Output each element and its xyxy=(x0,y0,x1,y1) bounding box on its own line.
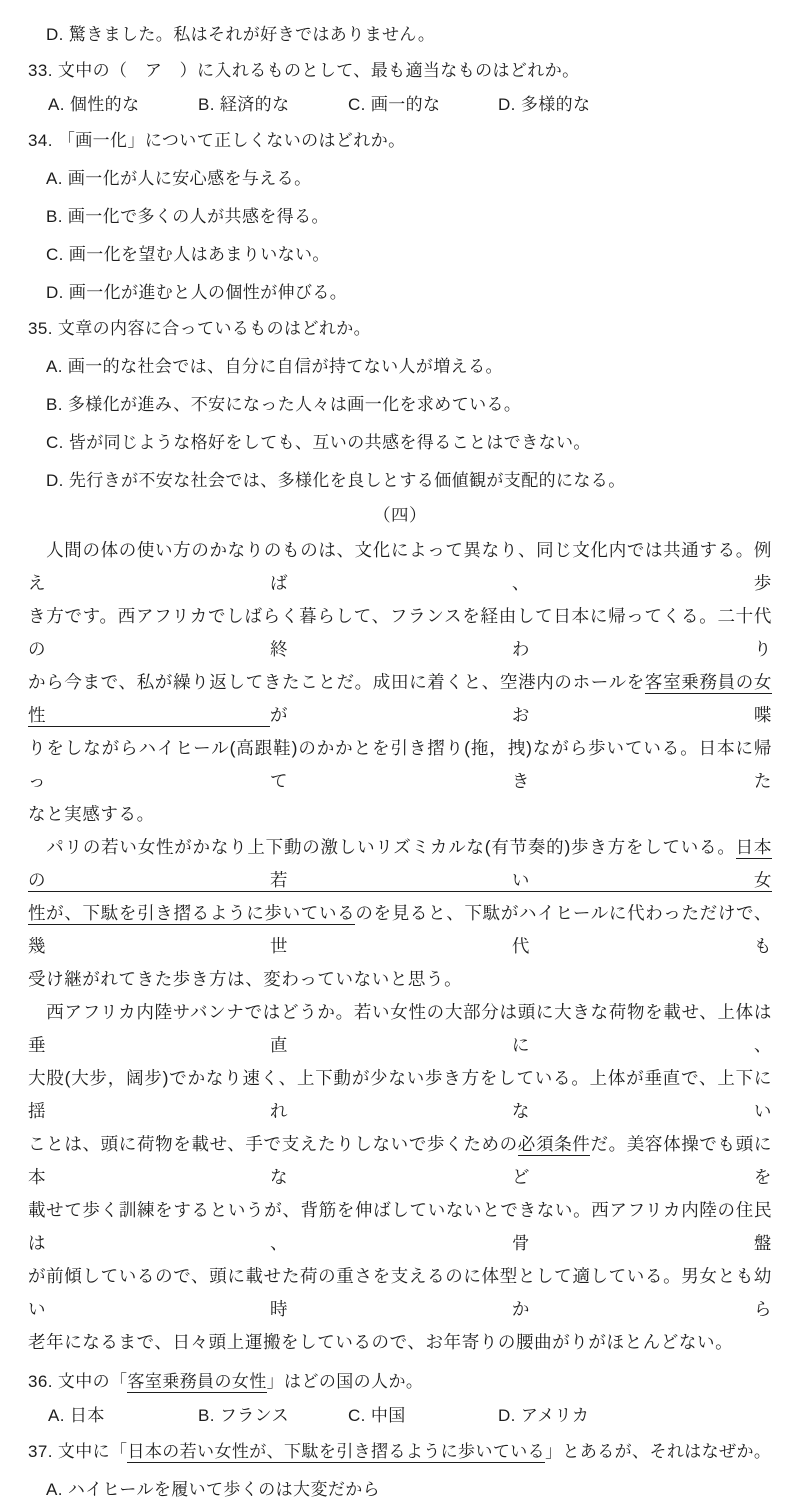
question-text: 文章の内容に合っているものはどれか。 xyxy=(57,319,372,338)
option-C xyxy=(348,1401,498,1431)
section-heading: （四） xyxy=(373,505,427,525)
passage-text: 西アフリカ内陸サバンナではどうか。若い女性の大部分は頭に大きな荷物を載せ、上体は垂直に、 xyxy=(28,1002,772,1055)
option-label: D. xyxy=(46,283,64,302)
passage-line xyxy=(28,963,772,996)
option-text: 画一化を望む人はあまりいない。 xyxy=(68,245,330,264)
option-B xyxy=(46,202,772,232)
option-text: 画一化で多くの人が共感を得る。 xyxy=(67,207,329,226)
passage-line xyxy=(28,1326,772,1359)
option-D xyxy=(46,466,772,496)
option-A xyxy=(48,1401,198,1431)
passage-text: 老年になるまで、日々頭上運搬をしているので、お年寄りの腰曲がりがほとんどない。 xyxy=(28,1332,734,1352)
option-label: D. xyxy=(46,471,64,490)
option-text: 皆が同じような格好をしても、互いの共感を得ることはできない。 xyxy=(68,433,591,452)
passage-line xyxy=(28,732,772,798)
underlined-phrase: 日本の若い女 xyxy=(28,837,772,890)
passage-text: 人間の体の使い方のかなりのものは、文化によって異なり、同じ文化内では共通する。例えば、歩 xyxy=(28,540,772,593)
option-C xyxy=(348,90,498,120)
question-37 xyxy=(28,1437,772,1467)
passage-line xyxy=(28,897,772,963)
passage-text: がお喋 xyxy=(269,705,772,725)
option-B xyxy=(198,90,348,120)
option-label: B. xyxy=(198,95,215,114)
option-C xyxy=(46,240,772,270)
question-34 xyxy=(28,126,772,156)
option-label: C. xyxy=(348,1406,366,1425)
passage-line xyxy=(28,534,772,600)
passage-line xyxy=(28,996,772,1062)
options-row xyxy=(48,1401,772,1431)
question-text: 文中に「 xyxy=(57,1442,128,1461)
option-B xyxy=(198,1401,348,1431)
option-A xyxy=(48,90,198,120)
question-33 xyxy=(28,56,772,86)
passage-text: だ。美容体操でも頭に本などを xyxy=(28,1134,772,1187)
option-label: A. xyxy=(46,357,63,376)
option-D xyxy=(498,1401,589,1431)
option-C xyxy=(46,428,772,458)
underlined-phrase: 必須条件 xyxy=(517,1134,591,1154)
passage-line xyxy=(28,1194,772,1260)
orphan-option-row xyxy=(46,20,772,50)
passage-text: りをしながらハイヒール(高跟鞋)のかかとを引き摺り(拖，拽)ながら歩いている。日本に帰ってきた xyxy=(28,738,772,791)
option-text: 画一化が人に安心感を与える。 xyxy=(67,169,312,188)
question-number: 34. xyxy=(28,131,53,150)
underlined-phrase: 性が、下駄を引き摺るように歩いている xyxy=(28,903,356,923)
option-text: 日本 xyxy=(69,1406,105,1425)
reading-passage xyxy=(28,534,772,1359)
option-text: 中国 xyxy=(370,1406,406,1425)
option-A xyxy=(46,1475,772,1505)
underlined-phrase: 客室乗務員の女性 xyxy=(28,672,772,725)
question-text: 」はどの国の人か。 xyxy=(266,1372,424,1391)
passage-text: から今まで、私が繰り返してきたことだ。成田に着くと、空港内のホールを xyxy=(28,672,645,692)
passage-line xyxy=(28,1128,772,1194)
option-label: B. xyxy=(46,207,63,226)
option-label: C. xyxy=(348,95,366,114)
option-label: A. xyxy=(48,95,65,114)
option-text: フランス xyxy=(219,1406,289,1425)
option-label: B. xyxy=(198,1406,215,1425)
option-label: D. xyxy=(498,95,516,114)
question-text: 「画一化」について正しくないのはどれか。 xyxy=(57,131,406,150)
option-label: C. xyxy=(46,433,64,452)
option-text: 画一的な xyxy=(370,95,441,114)
passage-text: のを見ると、下駄がハイヒールに代わっただけで、幾世代も xyxy=(28,903,772,956)
passage-text: ことは、頭に荷物を載せ、手で支えたりしないで歩くための xyxy=(28,1134,518,1154)
question-36 xyxy=(28,1367,772,1397)
option-text: 多様的な xyxy=(520,95,591,114)
question-number: 35. xyxy=(28,319,53,338)
option-B xyxy=(46,390,772,420)
passage-text: 受け継がれてきた歩き方は、変わっていないと思う。 xyxy=(28,969,463,989)
option-label: B. xyxy=(46,395,63,414)
option-text: 多様化が進み、不安になった人々は画一化を求めている。 xyxy=(67,395,522,414)
passage-line xyxy=(28,798,772,831)
passage-line xyxy=(28,1260,772,1326)
option-text: 先行きが不安な社会では、多様化を良しとする価値観が支配的になる。 xyxy=(68,471,626,490)
exam-content xyxy=(28,56,772,1505)
question-35 xyxy=(28,314,772,344)
option-A xyxy=(46,352,772,382)
passage-text: き方です。西アフリカでしばらく暮らして、フランスを経由して日本に帰ってくる。二十代の終わり xyxy=(28,606,772,659)
passage-text: が前傾しているので、頭に載せた荷の重さを支えるのに体型として適している。男女とも幼い時から xyxy=(28,1266,772,1319)
question-text: 」とあるが、それはなぜか。 xyxy=(545,1442,772,1461)
passage-text: パリの若い女性がかなり上下動の激しいリズミカルな(有节奏的)歩き方をしている。 xyxy=(28,837,736,857)
option-text: ハイヒールを履いて歩くのは大変だから xyxy=(67,1480,381,1499)
passage-line xyxy=(28,600,772,666)
passage-line xyxy=(28,1062,772,1128)
options-row xyxy=(48,90,772,120)
passage-line xyxy=(28,666,772,732)
question-number: 33. xyxy=(28,61,53,80)
question-text: 文中の（ ア ）に入れるものとして、最も適当なものはどれか。 xyxy=(57,61,580,80)
underlined-phrase: 客室乗務員の女性 xyxy=(127,1372,267,1391)
option-label: D. xyxy=(46,25,64,44)
option-label: A. xyxy=(46,1480,63,1499)
option-text: 画一化が進むと人の個性が伸びる。 xyxy=(68,283,348,302)
option-text: 経済的な xyxy=(219,95,290,114)
option-text: 驚きました。私はそれが好きではありません。 xyxy=(68,25,436,44)
passage-text: 大股(大步，阔步)でかなり速く、上下動が少ない歩き方をしている。上体が垂直で、上下に揺れない xyxy=(28,1068,772,1121)
option-label: C. xyxy=(46,245,64,264)
question-text: 文中の「 xyxy=(57,1372,128,1391)
passage-text: 載せて歩く訓練をするというが、背筋を伸ばしていないとできない。西アフリカ内陸の住民は、骨盤 xyxy=(28,1200,772,1253)
question-number: 36. xyxy=(28,1372,53,1391)
option-text: 画一的な社会では、自分に自信が持てない人が増える。 xyxy=(67,357,503,376)
option-D xyxy=(498,90,590,120)
option-label: A. xyxy=(48,1406,65,1425)
option-D xyxy=(46,278,772,308)
passage-line xyxy=(28,831,772,897)
option-text: 個性的な xyxy=(69,95,140,114)
option-label: A. xyxy=(46,169,63,188)
option-A xyxy=(46,164,772,194)
passage-text: なと実感する。 xyxy=(28,804,155,824)
option-label: D. xyxy=(498,1406,516,1425)
option-text: アメリカ xyxy=(520,1406,590,1425)
underlined-phrase: 日本の若い女性が、下駄を引き摺るように歩いている xyxy=(127,1442,546,1461)
question-number: 37. xyxy=(28,1442,53,1461)
